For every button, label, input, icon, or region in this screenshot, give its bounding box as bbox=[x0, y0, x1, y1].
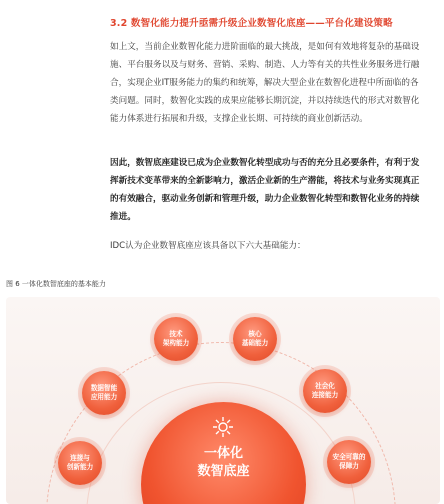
gear-circuit-icon bbox=[210, 414, 236, 440]
core-label-line2: 数智底座 bbox=[197, 464, 250, 479]
node-label: 应用能力 bbox=[90, 393, 118, 401]
node-label: 保障力 bbox=[339, 462, 359, 470]
node-label: 基础能力 bbox=[241, 339, 269, 347]
paragraph-intro: 如上文，当前企业数智化能力进阶面临的最大挑战，是如何有效地将复杂的基础设施、平台服务以及与财务、营销、采购、制造、人力等有关的共性业务服务进行融合，实现企业IT服务能力的集约和统筹，解决大型企业在数智化进程中所面临的各类问题。同时，数智化实践的成果应能够长期沉淀，并以持续迭代的形式对数智化能力体系进行拓展和升级，支撑企业长期、可持续的商业创新活动。 bbox=[110, 42, 420, 124]
node-label: 技术 bbox=[169, 330, 183, 338]
paragraph-conclusion: 因此，数智底座建设已成为企业数智化转型成功与否的充分且必要条件，有利于发挥新技术变革带来的全新影响力，激活企业新的生产潜能，将技术与业务实现真正的有效融合，驱动业务创新和管理升级，助力企业数智化转型和数智化业务的持续推进。 bbox=[110, 158, 420, 222]
core-label-line1: 一体化 bbox=[203, 446, 243, 461]
node-tech-architecture bbox=[154, 317, 198, 361]
node-connect-innovate bbox=[58, 441, 102, 485]
figure-caption: 图 6 一体化数智底座的基本能力 bbox=[6, 280, 106, 288]
node-label: 社会化 bbox=[315, 382, 335, 390]
node-label: 架构能力 bbox=[162, 339, 190, 347]
node-social-connection bbox=[303, 369, 347, 413]
node-label: 安全可靠的 bbox=[332, 453, 366, 461]
node-label: 创新能力 bbox=[66, 463, 94, 471]
section-heading: 3.2 数智化能力提升亟需升级企业数智化底座——平台化建设策略 bbox=[110, 18, 393, 29]
node-label: 数据智能 bbox=[90, 384, 118, 392]
node-label: 连接与 bbox=[70, 454, 90, 462]
node-label: 连接能力 bbox=[311, 391, 339, 399]
node-label: 核心 bbox=[248, 330, 262, 338]
node-data-intelligence bbox=[82, 371, 126, 415]
capability-diagram bbox=[6, 297, 440, 504]
node-security-assurance bbox=[327, 440, 371, 484]
node-core-foundation bbox=[233, 317, 277, 361]
paragraph-lead-in: IDC认为企业数智底座应该具备以下六大基础能力： bbox=[110, 241, 306, 251]
